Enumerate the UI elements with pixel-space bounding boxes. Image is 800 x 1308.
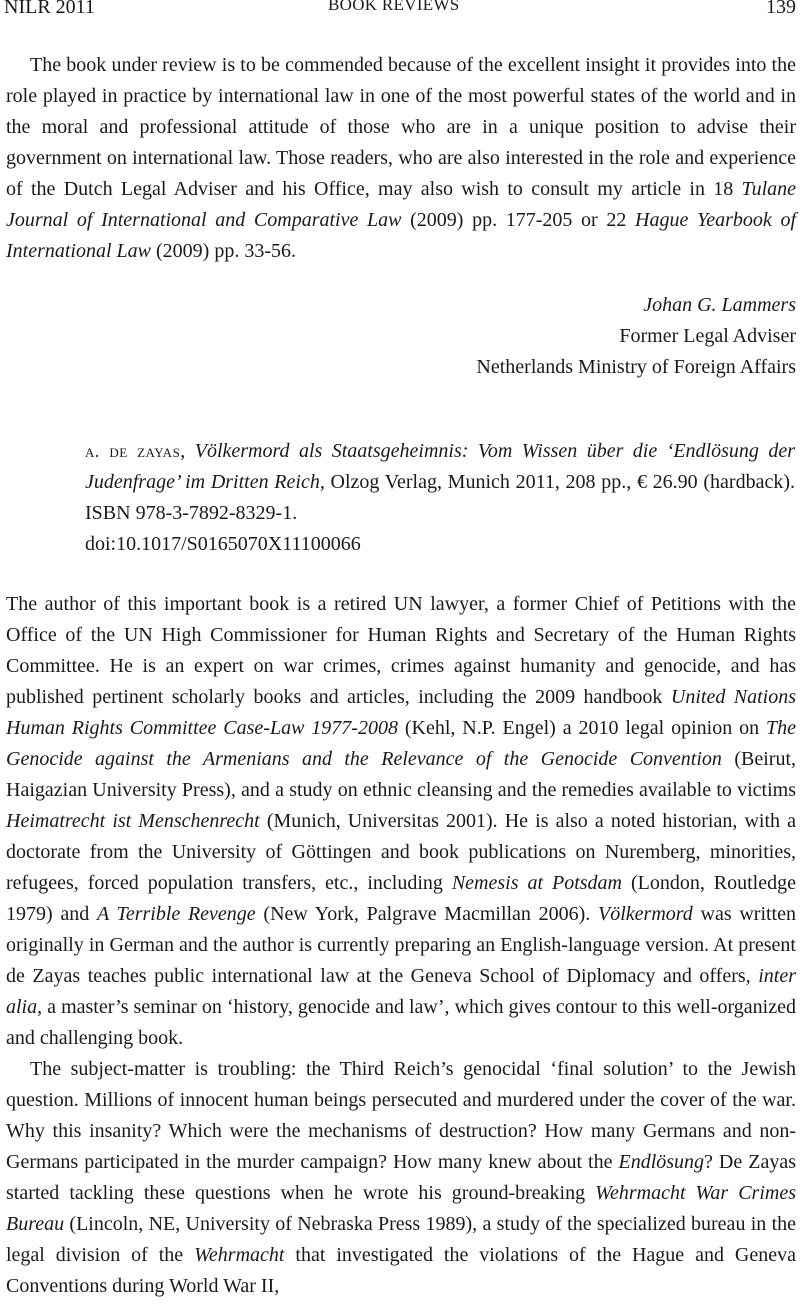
p2-text-2: ? De Zayas started tackling these questions when he wrote his ground-breaking xyxy=(6,1151,797,1204)
p2-text-4: that investigated the violations of the Hague and Geneva Conventions during World War II, xyxy=(6,1244,796,1297)
intro-text-2: (2009) pp. 177-205 or 22 xyxy=(401,209,636,231)
review-paragraph-2 xyxy=(6,1054,796,1302)
p2-italic-1: Endlösung xyxy=(618,1151,705,1173)
p1-text-6: (New York, Palgrave Macmillan 2006). xyxy=(255,903,599,925)
p1-italic-5: A Terrible Revenge xyxy=(96,903,256,925)
p1-text-8: , a master’s seminar on ‘history, genocide and law’, which gives contour to this well-organized and challenging book. xyxy=(6,996,796,1049)
intro-text-1: The book under review is to be commended because of the excellent insight it provides into the role played in practice by international law in one of the most powerful states of the world and in the moral and professional attitude of those who are in a unique position to advise their government on international law. Those readers, who are also interested in the role and experience of the Dutch Legal Adviser and his Office, may also wish to consult my article in 18 xyxy=(6,54,796,200)
reviewer-name: Johan G. Lammers xyxy=(643,294,796,316)
intro-journal-title-2: Hague Yearbook of International Law xyxy=(6,209,797,262)
citation-separator: , xyxy=(180,440,195,462)
review-paragraph-1 xyxy=(6,589,796,1054)
intro-paragraph xyxy=(6,50,796,267)
p1-text-2: (Kehl, N.P. Engel) a 2010 legal opinion on xyxy=(397,717,767,739)
intro-journal-title-1: Tulane Journal of International and Comparative Law xyxy=(6,178,796,231)
p1-text-4: (Munich, Universitas 2001). He is also a noted historian, with a doctorate from the University of Göttingen and book publications on Nuremberg, minorities, refugees, forced population transfers, etc., including xyxy=(6,810,796,894)
p1-text-1: The author of this important book is a retired UN lawyer, a former Chief of Petitions with the Office of the UN High Commissioner for Human Rights and Secretary of the Human Rights Committee. He is an expert on war crimes, crimes against humanity and genocide, and has published pertinent scholarly books and articles, including the 2009 handbook xyxy=(6,593,796,708)
intro-text-3: (2009) pp. 33-56. xyxy=(151,240,296,262)
section-title: BOOK REVIEWS xyxy=(328,0,460,14)
signature-block xyxy=(476,290,796,383)
book-title: Völkermord als Staatsgeheimnis: Vom Wissen über die ‘Endlösung der Judenfrage’ im Dritten Reich xyxy=(85,440,795,493)
p1-italic-2: The Genocide against the Armenians and the Relevance of the Genocide Convention xyxy=(6,717,797,770)
journal-name: NILR 2011 xyxy=(4,0,95,18)
intro-paragraph-block xyxy=(6,50,796,267)
p2-italic-2: Wehrmacht War Crimes Bureau xyxy=(6,1182,796,1235)
p2-text-3: (Lincoln, NE, University of Nebraska Press 1989), a study of the specialized bureau in the legal division of the xyxy=(6,1213,796,1266)
book-author: a. de zayas xyxy=(85,441,181,461)
book-doi: doi:10.1017/S0165070X11100066 xyxy=(85,533,361,555)
p1-text-5: (London, Routledge 1979) and xyxy=(6,872,796,925)
page-number: 139 xyxy=(766,0,796,18)
reviewer-affiliation: Netherlands Ministry of Foreign Affairs xyxy=(476,356,796,378)
book-details: , Olzog Verlag, Munich 2011, 208 pp., € 26.90 (hardback). ISBN 978-3-7892-8329-1. xyxy=(85,471,795,524)
p1-text-3: (Beirut, Haigazian University Press), and a study on ethnic cleansing and the remedies available to victims xyxy=(6,748,796,801)
p1-italic-4: Nemesis at Potsdam xyxy=(451,872,622,894)
p1-italic-1: United Nations Human Rights Committee Case-Law 1977-2008 xyxy=(6,686,797,739)
running-head xyxy=(0,0,800,22)
p2-text-1: The subject-matter is troubling: the Third Reich’s genocidal ‘final solution’ to the Jewish question. Millions of innocent human beings persecuted and murdered under the cover of the war. Why this insanity? Which were the mechanisms of destruction? How many Germans and non-Germans participated in the murder campaign? How many knew about the xyxy=(6,1058,796,1173)
p2-italic-3: Wehrmacht xyxy=(194,1244,285,1266)
book-citation xyxy=(85,436,795,529)
review-body xyxy=(6,589,796,1302)
p1-italic-7: inter alia xyxy=(6,965,796,1018)
book-reference xyxy=(85,436,795,560)
p1-italic-3: Heimatrecht ist Menschenrecht xyxy=(6,810,260,832)
p1-italic-6: Völkermord xyxy=(598,903,693,925)
reviewer-title: Former Legal Adviser xyxy=(619,325,796,347)
p1-text-7: was written originally in German and the author is currently preparing an English-language version. At present de Zayas teaches public international law at the Geneva School of Diplomacy and offers, xyxy=(6,903,796,987)
